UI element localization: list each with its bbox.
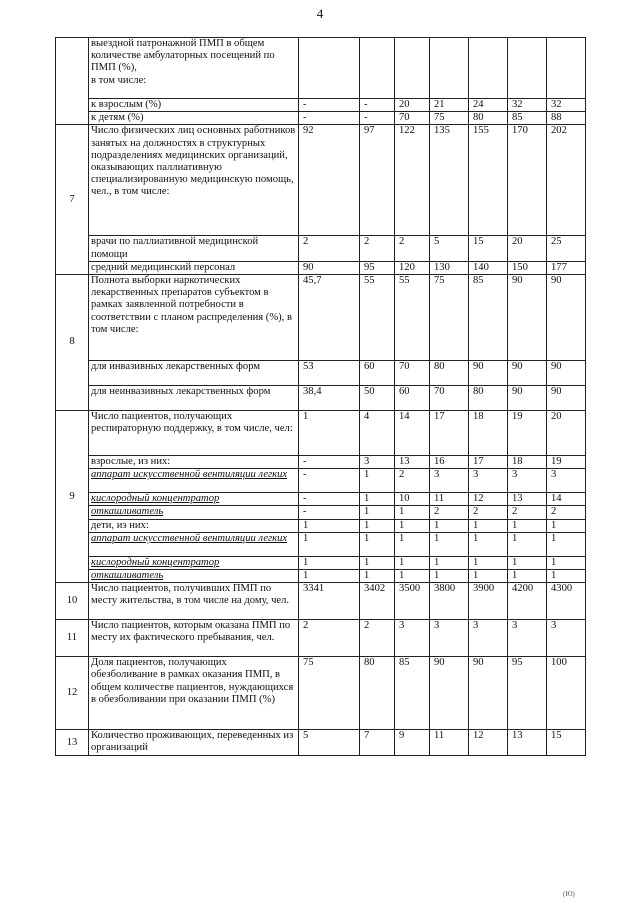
value-cell: 85: [508, 112, 547, 125]
value-cell: 20: [508, 236, 547, 261]
value-cell: -: [299, 469, 360, 493]
indicator-label: взрослые, из них:: [89, 456, 299, 469]
value-cell: 3341: [299, 583, 360, 620]
table-row: [56, 236, 586, 261]
value-cell: 90: [299, 261, 360, 274]
value-cell: 75: [430, 112, 469, 125]
value-cell: 2: [360, 236, 395, 261]
value-cell: 177: [547, 261, 586, 274]
value-cell: 1: [395, 570, 430, 583]
value-cell: 25: [547, 236, 586, 261]
value-cell: 53: [299, 361, 360, 386]
value-cell: 122: [395, 125, 430, 236]
value-cell: 202: [547, 125, 586, 236]
value-cell: 19: [508, 411, 547, 456]
indicator-label: дети, из них:: [89, 519, 299, 532]
value-cell: 13: [395, 456, 430, 469]
value-cell: 32: [547, 99, 586, 112]
value-cell: 2: [299, 620, 360, 657]
value-cell: 90: [508, 275, 547, 361]
value-cell: 7: [360, 730, 395, 756]
indicator-label: Число пациентов, которым оказана ПМП по месту их фактического пребывания, чел.: [89, 620, 299, 657]
table-row: [56, 261, 586, 274]
indicator-label: средний медицинский персонал: [89, 261, 299, 274]
table-row: [56, 519, 586, 532]
value-cell: -: [299, 493, 360, 506]
value-cell: 2: [395, 469, 430, 493]
indicator-label: кислородный концентратор: [89, 493, 299, 506]
value-cell: 3500: [395, 583, 430, 620]
value-cell: 1: [360, 469, 395, 493]
indicator-label: выездной патронажной ПМП в общем количестве амбулаторных посещений по ПМП (%), в том числе:: [89, 38, 299, 99]
value-cell: 2: [547, 506, 586, 519]
indicator-label: врачи по паллиативной медицинской помощи: [89, 236, 299, 261]
value-cell: 1: [360, 493, 395, 506]
value-cell: 24: [469, 99, 508, 112]
value-cell: 70: [430, 386, 469, 411]
table-row: [56, 570, 586, 583]
indicator-label: аппарат искусственной вентиляции легких: [89, 532, 299, 556]
value-cell: 2: [299, 236, 360, 261]
value-cell: 1: [360, 532, 395, 556]
value-cell: [430, 38, 469, 99]
value-cell: 70: [395, 361, 430, 386]
value-cell: -: [299, 456, 360, 469]
indicator-label: аппарат искусственной вентиляции легких: [89, 469, 299, 493]
value-cell: [547, 38, 586, 99]
value-cell: 1: [360, 556, 395, 569]
value-cell: 11: [430, 493, 469, 506]
value-cell: 1: [430, 570, 469, 583]
value-cell: 88: [547, 112, 586, 125]
table-row: [56, 620, 586, 657]
table-row: [56, 469, 586, 493]
value-cell: 3: [469, 620, 508, 657]
value-cell: 1: [469, 532, 508, 556]
value-cell: 38,4: [299, 386, 360, 411]
value-cell: 1: [299, 532, 360, 556]
table-row: [56, 411, 586, 456]
value-cell: 3: [508, 620, 547, 657]
value-cell: 3402: [360, 583, 395, 620]
table-row: [56, 125, 586, 236]
value-cell: 12: [469, 730, 508, 756]
value-cell: 1: [299, 556, 360, 569]
value-cell: 90: [547, 386, 586, 411]
value-cell: 95: [508, 657, 547, 730]
value-cell: 1: [299, 519, 360, 532]
indicator-label: кислородный концентратор: [89, 556, 299, 569]
value-cell: 1: [360, 506, 395, 519]
value-cell: 60: [360, 361, 395, 386]
value-cell: [395, 38, 430, 99]
value-cell: 14: [395, 411, 430, 456]
value-cell: 1: [508, 519, 547, 532]
value-cell: 5: [299, 730, 360, 756]
value-cell: 80: [469, 386, 508, 411]
indicator-label: для неинвазивных лекарственных форм: [89, 386, 299, 411]
indicator-label: к взрослым (%): [89, 99, 299, 112]
value-cell: 70: [395, 112, 430, 125]
value-cell: 75: [430, 275, 469, 361]
value-cell: 92: [299, 125, 360, 236]
value-cell: 17: [430, 411, 469, 456]
value-cell: 13: [508, 493, 547, 506]
value-cell: [299, 38, 360, 99]
value-cell: 3800: [430, 583, 469, 620]
value-cell: 90: [508, 361, 547, 386]
value-cell: 2: [430, 506, 469, 519]
indicator-label: Количество проживающих, переведенных из организаций: [89, 730, 299, 756]
value-cell: 1: [508, 532, 547, 556]
value-cell: 9: [395, 730, 430, 756]
corner-mark: (Ю): [563, 890, 575, 898]
value-cell: 21: [430, 99, 469, 112]
value-cell: 1: [508, 556, 547, 569]
indicator-label: откашливатель: [89, 570, 299, 583]
value-cell: 3: [430, 469, 469, 493]
value-cell: 90: [469, 657, 508, 730]
value-cell: 3: [360, 456, 395, 469]
value-cell: 3900: [469, 583, 508, 620]
table-row: [56, 275, 586, 361]
value-cell: 1: [430, 519, 469, 532]
indicator-label: откашливатель: [89, 506, 299, 519]
value-cell: 5: [430, 236, 469, 261]
value-cell: 16: [430, 456, 469, 469]
table-body: [56, 38, 586, 756]
value-cell: 1: [430, 556, 469, 569]
value-cell: 1: [469, 570, 508, 583]
value-cell: 15: [469, 236, 508, 261]
value-cell: 20: [395, 99, 430, 112]
value-cell: 18: [508, 456, 547, 469]
row-number: 7: [56, 125, 89, 275]
row-number: 11: [56, 620, 89, 657]
value-cell: 135: [430, 125, 469, 236]
table-row: [56, 456, 586, 469]
value-cell: 3: [547, 469, 586, 493]
value-cell: 45,7: [299, 275, 360, 361]
value-cell: 90: [430, 657, 469, 730]
row-number: 13: [56, 730, 89, 756]
table-row: [56, 386, 586, 411]
table-row: [56, 38, 586, 99]
value-cell: -: [360, 112, 395, 125]
value-cell: 1: [430, 532, 469, 556]
value-cell: 90: [547, 275, 586, 361]
value-cell: 3: [547, 620, 586, 657]
value-cell: -: [299, 99, 360, 112]
row-number: 9: [56, 411, 89, 583]
value-cell: 1: [299, 570, 360, 583]
indicator-label: для инвазивных лекарственных форм: [89, 361, 299, 386]
value-cell: 60: [395, 386, 430, 411]
value-cell: 19: [547, 456, 586, 469]
indicator-label: к детям (%): [89, 112, 299, 125]
indicator-label: Доля пациентов, получающих обезболивание в рамках оказания ПМП, в общем количестве пациентов, нуждающихся в обезболивании при оказании ПМП (%): [89, 657, 299, 730]
value-cell: 1: [469, 519, 508, 532]
value-cell: 18: [469, 411, 508, 456]
value-cell: 1: [299, 411, 360, 456]
indicator-label: Число пациентов, получивших ПМП по месту жительства, в том числе на дому, чел.: [89, 583, 299, 620]
table-row: [56, 361, 586, 386]
value-cell: 3: [430, 620, 469, 657]
value-cell: 90: [547, 361, 586, 386]
value-cell: 75: [299, 657, 360, 730]
value-cell: 13: [508, 730, 547, 756]
value-cell: 85: [469, 275, 508, 361]
value-cell: 14: [547, 493, 586, 506]
value-cell: [360, 38, 395, 99]
value-cell: 1: [360, 519, 395, 532]
value-cell: 85: [395, 657, 430, 730]
table-row: [56, 730, 586, 756]
value-cell: 20: [547, 411, 586, 456]
indicator-label: Полнота выборки наркотических лекарственных препаратов субъектом в рамках заявленной потребности в соответствии с планом распределения (%), в том числе:: [89, 275, 299, 361]
value-cell: 170: [508, 125, 547, 236]
value-cell: 2: [508, 506, 547, 519]
table-row: [56, 99, 586, 112]
value-cell: 90: [469, 361, 508, 386]
value-cell: 1: [547, 570, 586, 583]
value-cell: 140: [469, 261, 508, 274]
value-cell: 55: [395, 275, 430, 361]
indicator-label: Число пациентов, получающих респираторную поддержку, в том числе, чел:: [89, 411, 299, 456]
value-cell: 80: [430, 361, 469, 386]
value-cell: 55: [360, 275, 395, 361]
value-cell: 2: [395, 236, 430, 261]
value-cell: 15: [547, 730, 586, 756]
value-cell: 2: [360, 620, 395, 657]
table-row: [56, 583, 586, 620]
table-row: [56, 112, 586, 125]
value-cell: -: [299, 506, 360, 519]
value-cell: 80: [469, 112, 508, 125]
value-cell: 3: [508, 469, 547, 493]
value-cell: 1: [547, 532, 586, 556]
value-cell: 2: [469, 506, 508, 519]
value-cell: 12: [469, 493, 508, 506]
value-cell: 11: [430, 730, 469, 756]
value-cell: 1: [360, 570, 395, 583]
value-cell: -: [299, 112, 360, 125]
row-number: 8: [56, 275, 89, 411]
table-row: [56, 493, 586, 506]
value-cell: 4200: [508, 583, 547, 620]
value-cell: 80: [360, 657, 395, 730]
table-row: [56, 532, 586, 556]
page-number: 4: [316, 6, 324, 21]
value-cell: 1: [547, 519, 586, 532]
value-cell: 1: [469, 556, 508, 569]
value-cell: 1: [547, 556, 586, 569]
value-cell: 1: [395, 519, 430, 532]
value-cell: [508, 38, 547, 99]
value-cell: 4300: [547, 583, 586, 620]
row-number: 10: [56, 583, 89, 620]
value-cell: 150: [508, 261, 547, 274]
table-row: [56, 506, 586, 519]
value-cell: 17: [469, 456, 508, 469]
value-cell: 1: [508, 570, 547, 583]
value-cell: 155: [469, 125, 508, 236]
value-cell: [469, 38, 508, 99]
value-cell: 1: [395, 506, 430, 519]
value-cell: 97: [360, 125, 395, 236]
table-row: [56, 657, 586, 730]
value-cell: 120: [395, 261, 430, 274]
value-cell: 50: [360, 386, 395, 411]
value-cell: 1: [395, 556, 430, 569]
value-cell: 1: [395, 532, 430, 556]
table-row: [56, 556, 586, 569]
value-cell: 90: [508, 386, 547, 411]
value-cell: 3: [469, 469, 508, 493]
value-cell: 4: [360, 411, 395, 456]
value-cell: 32: [508, 99, 547, 112]
value-cell: 100: [547, 657, 586, 730]
value-cell: 95: [360, 261, 395, 274]
indicators-table: [55, 37, 586, 756]
value-cell: 10: [395, 493, 430, 506]
row-number: 12: [56, 657, 89, 730]
value-cell: 3: [395, 620, 430, 657]
value-cell: 130: [430, 261, 469, 274]
indicator-label: Число физических лиц основных работников занятых на должностях в структурных подразделениях медицинских организаций, оказывающих паллиативную специализированную медицинскую помощь, чел., в том числе:: [89, 125, 299, 236]
row-number: [56, 38, 89, 125]
value-cell: -: [360, 99, 395, 112]
